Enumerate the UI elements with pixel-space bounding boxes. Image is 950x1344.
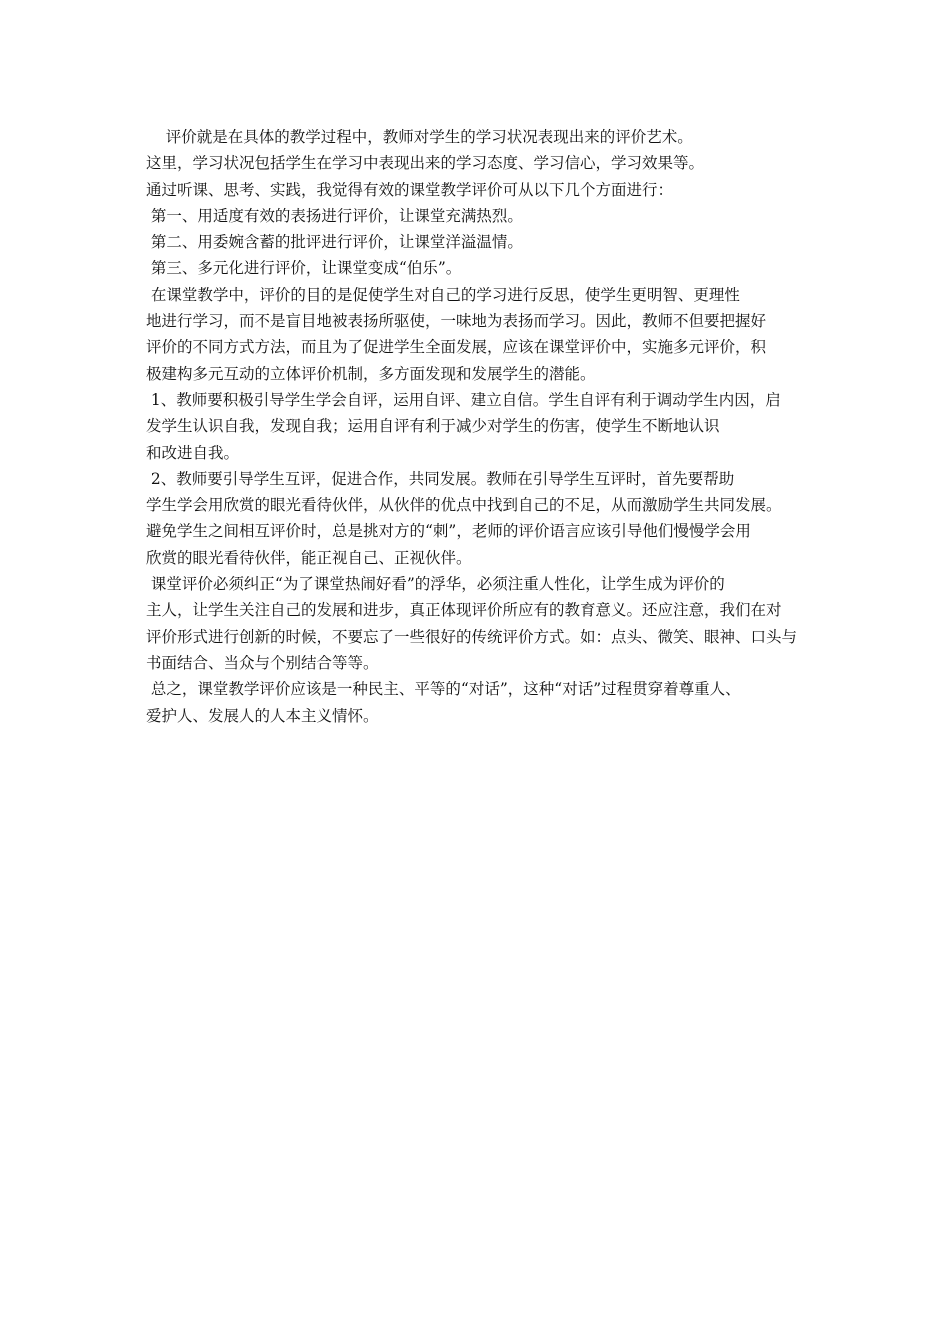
text-line: 总之，课堂教学评价应该是一种民主、平等的“对话”，这种“对话”过程贯穿着尊重人、 [146, 680, 741, 699]
text-line: 发学生认识自我，发现自我；运用自评有利于减少对学生的伤害，使学生不断地认识 [146, 417, 720, 436]
text-line: 欣赏的眼光看待伙伴，能正视自己、正视伙伴。 [146, 548, 472, 567]
text-line: 第二、用委婉含蓄的批评进行评价，让课堂洋溢温情。 [146, 233, 523, 252]
text-line: 爱护人、发展人的人本主义情怀。 [146, 706, 379, 725]
text-line: 地进行学习，而不是盲目地被表扬所驱使，一味地为表扬而学习。因此，教师不但要把握好 [146, 312, 767, 331]
text-line: 1、教师要积极引导学生学会自评，运用自评、建立自信。学生自评有利于调动学生内因，启 [146, 390, 781, 409]
text-line: 评价就是在具体的教学过程中，教师对学生的学习状况表现出来的评价艺术。 [146, 128, 693, 146]
document-body [146, 124, 836, 729]
text-line: 课堂评价必须纠正“为了课堂热闹好看”的浮华，必须注重人性化，让学生成为评价的 [146, 575, 725, 594]
text-line: 极建构多元互动的立体评价机制，多方面发现和发展学生的潜能。 [146, 364, 596, 383]
text-line: 评价的不同方式方法，而且为了促进学生全面发展，应该在课堂评价中，实施多元评价，积 [146, 338, 767, 357]
text-line: 这里，学习状况包括学生在学习中表现出来的学习态度、学习信心，学习效果等。 [146, 154, 705, 173]
text-line: 主人，让学生关注自己的发展和进步，真正体现评价所应有的教育意义。还应注意，我们在对 [146, 601, 782, 620]
text-line: 通过听课、思考、实践，我觉得有效的课堂教学评价可从以下几个方面进行： [146, 180, 674, 199]
text-line: 学生学会用欣赏的眼光看待伙伴，从伙伴的优点中找到自己的不足，从而激励学生共同发展。 [146, 496, 782, 515]
text-line: 在课堂教学中，评价的目的是促使学生对自己的学习进行反思，使学生更明智、更理性 [146, 285, 740, 304]
text-line: 评价形式进行创新的时候，不要忘了一些很好的传统评价方式。如：点头、微笑、眼神、口头与 [146, 627, 798, 646]
text-line: 第一、用适度有效的表扬进行评价，让课堂充满热烈。 [146, 206, 523, 225]
text-line: 2、教师要引导学生互评，促进合作，共同发展。教师在引导学生互评时，首先要帮助 [146, 469, 735, 488]
text-line: 和改进自我。 [146, 443, 240, 462]
text-line: 第三、多元化进行评价，让课堂变成“伯乐”。 [146, 259, 462, 278]
text-line: 避免学生之间相互评价时，总是挑对方的“刺”，老师的评价语言应该引导他们慢慢学会用 [146, 522, 751, 541]
text-line: 书面结合、当众与个别结合等等。 [146, 653, 379, 672]
